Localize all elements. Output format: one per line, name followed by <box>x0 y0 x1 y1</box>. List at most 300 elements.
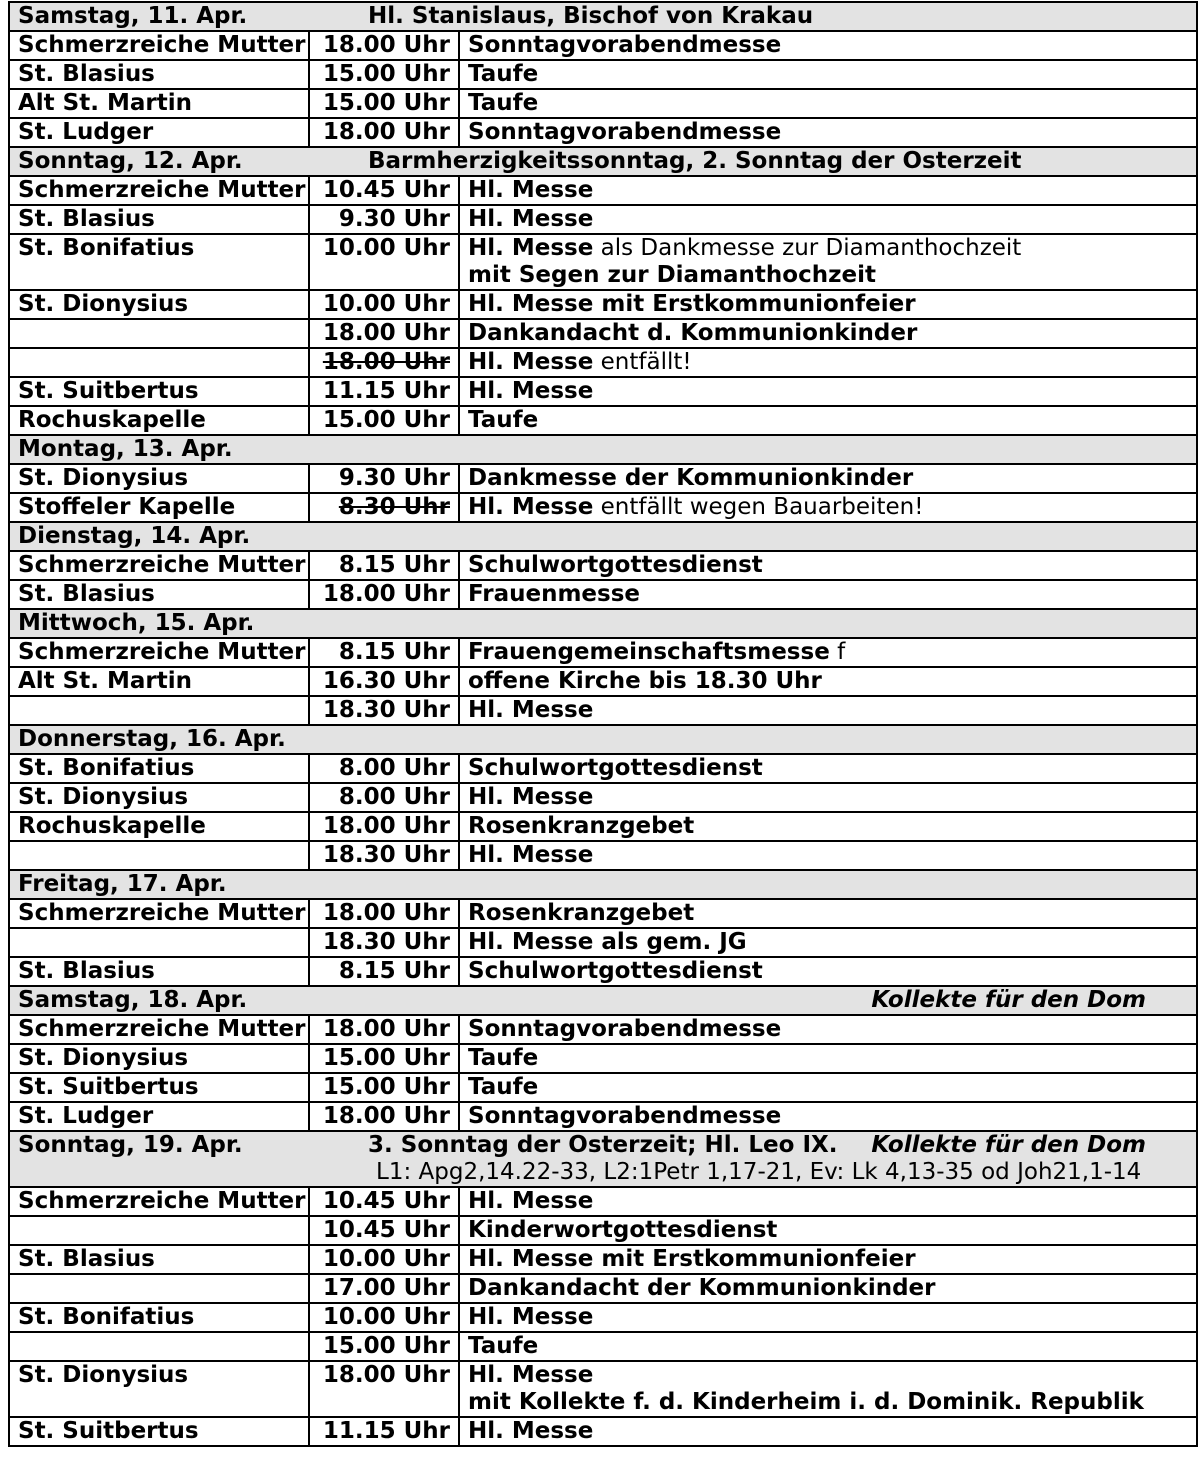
event-line <box>468 1304 1188 1331</box>
time-value: 10.45 Uhr <box>322 177 450 203</box>
event-cell <box>459 580 1197 609</box>
event-cell <box>459 1015 1197 1044</box>
place-name: Schmerzreiche Mutter <box>18 177 306 203</box>
time-cell <box>309 696 459 725</box>
time-value: 18.00 Uhr <box>322 900 450 926</box>
place-cell <box>9 1216 309 1245</box>
place-cell <box>9 841 309 870</box>
event-cell <box>459 89 1197 118</box>
event-cell <box>459 176 1197 205</box>
time-cell <box>309 1044 459 1073</box>
time-cell <box>309 1015 459 1044</box>
place-name: St. Suitbertus <box>18 1418 199 1444</box>
event-title: Hl. Messe <box>468 349 594 375</box>
event-cell <box>459 928 1197 957</box>
time-cell <box>309 1417 459 1446</box>
place-cell <box>9 754 309 783</box>
event-cell <box>459 31 1197 60</box>
time-cell <box>309 1245 459 1274</box>
event-line <box>468 958 1188 985</box>
event-line <box>468 668 1188 695</box>
place-cell <box>9 1361 309 1417</box>
schedule-row <box>9 783 1197 812</box>
place-cell <box>9 1073 309 1102</box>
place-cell <box>9 31 309 60</box>
schedule-row <box>9 580 1197 609</box>
time-cell <box>309 551 459 580</box>
day-header-row <box>9 609 1197 638</box>
time-cell <box>309 118 459 147</box>
event-cell <box>459 754 1197 783</box>
event-cell <box>459 234 1197 290</box>
place-name: St. Bonifatius <box>18 755 195 781</box>
schedule-row <box>9 1303 1197 1332</box>
event-note: f <box>837 639 846 665</box>
day-header-row <box>9 2 1197 31</box>
place-cell <box>9 493 309 522</box>
event-line <box>468 1217 1188 1244</box>
time-cell <box>309 1332 459 1361</box>
time-cell <box>309 783 459 812</box>
time-value: 15.00 Uhr <box>322 1074 450 1100</box>
event-cell <box>459 841 1197 870</box>
time-value: 18.00 Uhr <box>322 320 450 346</box>
schedule-row <box>9 89 1197 118</box>
time-value: 18.30 Uhr <box>322 697 450 723</box>
place-cell <box>9 957 309 986</box>
event-second-line: mit Segen zur Diamanthochzeit <box>468 262 876 288</box>
event-cell <box>459 1274 1197 1303</box>
place-cell <box>9 696 309 725</box>
day-date: Freitag, 17. Apr. <box>18 871 227 897</box>
day-date: Sonntag, 12. Apr. <box>18 148 243 174</box>
schedule-row <box>9 1361 1197 1417</box>
event-title: Kinderwortgottesdienst <box>468 1217 778 1243</box>
event-line <box>468 1016 1188 1043</box>
time-cell <box>309 1216 459 1245</box>
event-note: entfällt wegen Bauarbeiten! <box>600 494 924 520</box>
time-cell <box>309 667 459 696</box>
schedule-row <box>9 1216 1197 1245</box>
event-title: offene Kirche bis 18.30 Uhr <box>468 668 822 694</box>
place-name: Stoffeler Kapelle <box>18 494 236 520</box>
time-cell <box>309 1102 459 1131</box>
event-line <box>468 1103 1188 1130</box>
place-cell <box>9 348 309 377</box>
time-value: 10.00 Uhr <box>322 1246 450 1272</box>
event-line <box>468 1418 1188 1445</box>
event-line <box>468 32 1188 59</box>
place-name: Schmerzreiche Mutter <box>18 1188 306 1214</box>
place-cell <box>9 406 309 435</box>
event-line <box>468 206 1188 233</box>
event-title: Hl. Messe mit Erstkommunionfeier <box>468 1246 916 1272</box>
schedule-row <box>9 205 1197 234</box>
schedule-row <box>9 551 1197 580</box>
time-cell <box>309 464 459 493</box>
event-title: Taufe <box>468 407 539 433</box>
event-cell <box>459 1245 1197 1274</box>
event-line <box>468 291 1188 318</box>
event-cell <box>459 812 1197 841</box>
time-value: 10.45 Uhr <box>322 1217 450 1243</box>
place-name: St. Blasius <box>18 61 155 87</box>
event-line <box>468 494 1188 521</box>
event-cell <box>459 377 1197 406</box>
time-value: 18.00 Uhr <box>322 1362 450 1388</box>
event-title: Hl. Messe <box>468 1188 594 1214</box>
day-date: Sonntag, 19. Apr. <box>18 1132 243 1158</box>
event-cell <box>459 957 1197 986</box>
event-line <box>468 119 1188 146</box>
place-cell <box>9 290 309 319</box>
event-cell <box>459 1187 1197 1216</box>
schedule-row <box>9 957 1197 986</box>
event-line <box>468 1188 1188 1215</box>
time-cell <box>309 348 459 377</box>
place-name: Rochuskapelle <box>18 813 206 839</box>
event-title: Dankandacht der Kommunionkinder <box>468 1275 936 1301</box>
time-value: 16.30 Uhr <box>322 668 450 694</box>
place-cell <box>9 1417 309 1446</box>
event-cell <box>459 667 1197 696</box>
event-title: Taufe <box>468 1074 539 1100</box>
place-name: St. Suitbertus <box>18 378 199 404</box>
schedule-row <box>9 1073 1197 1102</box>
time-value: 17.00 Uhr <box>322 1275 450 1301</box>
schedule-row <box>9 812 1197 841</box>
place-name: Schmerzreiche Mutter <box>18 639 306 665</box>
schedule-row <box>9 638 1197 667</box>
schedule-row <box>9 696 1197 725</box>
place-name: St. Blasius <box>18 958 155 984</box>
schedule-row <box>9 118 1197 147</box>
event-line <box>468 900 1188 927</box>
collection-note: Kollekte für den Dom <box>871 987 1146 1013</box>
day-header <box>9 522 1197 551</box>
time-cell <box>309 1361 459 1417</box>
place-name: St. Blasius <box>18 581 155 607</box>
day-header <box>9 609 1197 638</box>
day-header <box>9 147 1197 176</box>
time-value: 8.30 Uhr <box>338 494 450 520</box>
day-header-row <box>9 522 1197 551</box>
event-title: Schulwortgottesdienst <box>468 552 763 578</box>
event-title: Taufe <box>468 61 539 87</box>
place-cell <box>9 899 309 928</box>
time-value: 18.00 Uhr <box>322 1016 450 1042</box>
event-title: Dankandacht d. Kommunionkinder <box>468 320 918 346</box>
time-value: 18.00 Uhr <box>322 581 450 607</box>
time-value: 18.00 Uhr <box>322 813 450 839</box>
time-value: 10.45 Uhr <box>322 1188 450 1214</box>
place-cell <box>9 1187 309 1216</box>
time-value: 18.30 Uhr <box>322 929 450 955</box>
schedule-row <box>9 1274 1197 1303</box>
place-name: St. Ludger <box>18 119 154 145</box>
day-header <box>9 725 1197 754</box>
event-cell <box>459 348 1197 377</box>
time-value: 10.00 Uhr <box>322 235 450 261</box>
schedule-row <box>9 176 1197 205</box>
event-line <box>468 1362 1188 1389</box>
place-cell <box>9 1015 309 1044</box>
time-cell <box>309 319 459 348</box>
time-cell <box>309 928 459 957</box>
place-cell <box>9 1044 309 1073</box>
time-value: 18.00 Uhr <box>322 1103 450 1129</box>
event-title: Rosenkranzgebet <box>468 900 695 926</box>
schedule-row <box>9 406 1197 435</box>
event-title: Dankmesse der Kommunionkinder <box>468 465 914 491</box>
event-line <box>468 552 1188 579</box>
event-title: Taufe <box>468 1045 539 1071</box>
day-header-row <box>9 147 1197 176</box>
place-name: St. Dionysius <box>18 1045 189 1071</box>
place-cell <box>9 319 309 348</box>
time-cell <box>309 406 459 435</box>
event-cell <box>459 205 1197 234</box>
time-value: 8.15 Uhr <box>338 552 450 578</box>
event-line <box>468 235 1188 262</box>
schedule-row <box>9 1015 1197 1044</box>
time-cell <box>309 957 459 986</box>
day-feast: Barmherzigkeitssonntag, 2. Sonntag der Osterzeit <box>368 148 1022 174</box>
day-header <box>9 1131 1197 1187</box>
event-title: Hl. Messe <box>468 697 594 723</box>
event-title: Schulwortgottesdienst <box>468 755 763 781</box>
event-cell <box>459 1216 1197 1245</box>
event-cell <box>459 319 1197 348</box>
schedule-body <box>9 2 1197 1446</box>
day-header-row <box>9 435 1197 464</box>
time-cell <box>309 290 459 319</box>
event-line <box>468 639 1188 666</box>
event-line <box>468 90 1188 117</box>
day-header-row <box>9 870 1197 899</box>
schedule-row <box>9 1332 1197 1361</box>
day-header <box>9 435 1197 464</box>
event-title: Sonntagvorabendmesse <box>468 1103 782 1129</box>
time-cell <box>309 176 459 205</box>
event-second-line: mit Kollekte f. d. Kinderheim i. d. Dominik. Republik <box>468 1389 1144 1415</box>
place-cell <box>9 464 309 493</box>
schedule-row <box>9 1102 1197 1131</box>
time-value: 15.00 Uhr <box>322 90 450 116</box>
readings: L1: Apg2,14.22-33, L2:1Petr 1,17-21, Ev: Lk 4,13-35 od Joh21,1-14 <box>376 1159 1142 1185</box>
place-name: Schmerzreiche Mutter <box>18 32 306 58</box>
place-name: St. Dionysius <box>18 1362 189 1388</box>
time-value: 8.00 Uhr <box>338 784 450 810</box>
schedule-row <box>9 31 1197 60</box>
place-cell <box>9 1332 309 1361</box>
place-name: Rochuskapelle <box>18 407 206 433</box>
event-cell <box>459 406 1197 435</box>
day-date: Mittwoch, 15. Apr. <box>18 610 255 636</box>
day-date: Samstag, 11. Apr. <box>18 3 248 29</box>
event-cell <box>459 493 1197 522</box>
event-cell <box>459 464 1197 493</box>
schedule-table <box>8 1 1198 1447</box>
schedule-row <box>9 464 1197 493</box>
event-line <box>468 378 1188 405</box>
time-value: 9.30 Uhr <box>338 465 450 491</box>
event-title: Hl. Messe <box>468 842 594 868</box>
event-title: Frauenmesse <box>468 581 640 607</box>
time-cell <box>309 754 459 783</box>
event-title: Hl. Messe <box>468 206 594 232</box>
event-cell <box>459 290 1197 319</box>
event-title: Sonntagvorabendmesse <box>468 119 782 145</box>
event-title: Hl. Messe <box>468 1418 594 1444</box>
event-cell <box>459 1073 1197 1102</box>
place-cell <box>9 1102 309 1131</box>
event-line <box>468 177 1188 204</box>
time-value: 18.00 Uhr <box>322 349 450 375</box>
place-cell <box>9 812 309 841</box>
place-cell <box>9 89 309 118</box>
time-value: 8.15 Uhr <box>338 639 450 665</box>
time-value: 18.30 Uhr <box>322 842 450 868</box>
schedule-row <box>9 60 1197 89</box>
event-title: Hl. Messe <box>468 235 594 261</box>
event-title: Rosenkranzgebet <box>468 813 695 839</box>
day-header-row <box>9 725 1197 754</box>
schedule-row <box>9 1245 1197 1274</box>
event-cell <box>459 1332 1197 1361</box>
place-name: St. Bonifatius <box>18 1304 195 1330</box>
event-line <box>468 349 1188 376</box>
place-name: Alt St. Martin <box>18 668 192 694</box>
event-line <box>468 929 1188 956</box>
time-cell <box>309 1073 459 1102</box>
time-value: 18.00 Uhr <box>322 119 450 145</box>
event-line <box>468 813 1188 840</box>
place-cell <box>9 783 309 812</box>
event-line <box>468 465 1188 492</box>
event-line <box>468 697 1188 724</box>
place-cell <box>9 580 309 609</box>
place-name: St. Suitbertus <box>18 1074 199 1100</box>
place-cell <box>9 377 309 406</box>
time-value: 11.15 Uhr <box>322 1418 450 1444</box>
place-name: St. Dionysius <box>18 465 189 491</box>
schedule-row <box>9 493 1197 522</box>
schedule-row <box>9 899 1197 928</box>
event-note: als Dankmesse zur Diamanthochzeit <box>600 235 1022 261</box>
collection-note: Kollekte für den Dom <box>871 1132 1146 1158</box>
event-title: Taufe <box>468 1333 539 1359</box>
event-cell <box>459 899 1197 928</box>
event-title: Hl. Messe <box>468 1362 594 1388</box>
event-cell <box>459 60 1197 89</box>
time-value: 11.15 Uhr <box>322 378 450 404</box>
day-header <box>9 2 1197 31</box>
event-cell <box>459 1361 1197 1417</box>
schedule-row <box>9 1187 1197 1216</box>
schedule-row <box>9 754 1197 783</box>
time-value: 10.00 Uhr <box>322 1304 450 1330</box>
place-cell <box>9 928 309 957</box>
day-header <box>9 986 1197 1015</box>
event-line <box>468 61 1188 88</box>
event-cell <box>459 1102 1197 1131</box>
place-name: Alt St. Martin <box>18 90 192 116</box>
place-cell <box>9 205 309 234</box>
schedule-row <box>9 841 1197 870</box>
time-cell <box>309 205 459 234</box>
event-line <box>468 784 1188 811</box>
event-title: Hl. Messe als gem. JG <box>468 929 747 955</box>
time-value: 15.00 Uhr <box>322 1045 450 1071</box>
event-line <box>468 407 1188 434</box>
place-name: Schmerzreiche Mutter <box>18 552 306 578</box>
event-title: Hl. Messe <box>468 177 594 203</box>
time-cell <box>309 234 459 290</box>
event-cell <box>459 1417 1197 1446</box>
place-cell <box>9 638 309 667</box>
place-name: St. Bonifatius <box>18 235 195 261</box>
time-cell <box>309 1187 459 1216</box>
schedule-row <box>9 319 1197 348</box>
event-title: Taufe <box>468 90 539 116</box>
event-cell <box>459 1303 1197 1332</box>
time-cell <box>309 493 459 522</box>
time-value: 18.00 Uhr <box>322 32 450 58</box>
time-value: 10.00 Uhr <box>322 291 450 317</box>
event-title: Hl. Messe <box>468 378 594 404</box>
time-value: 8.15 Uhr <box>338 958 450 984</box>
place-name: St. Blasius <box>18 206 155 232</box>
place-name: Schmerzreiche Mutter <box>18 1016 306 1042</box>
schedule-row <box>9 290 1197 319</box>
place-cell <box>9 234 309 290</box>
place-cell <box>9 118 309 147</box>
time-cell <box>309 638 459 667</box>
schedule-row <box>9 348 1197 377</box>
event-line <box>468 842 1188 869</box>
time-value: 8.00 Uhr <box>338 755 450 781</box>
time-value: 15.00 Uhr <box>322 407 450 433</box>
day-feast: 3. Sonntag der Osterzeit; Hl. Leo IX. <box>368 1132 838 1158</box>
event-title: Hl. Messe <box>468 494 594 520</box>
time-cell <box>309 812 459 841</box>
event-line <box>468 1045 1188 1072</box>
event-title: Sonntagvorabendmesse <box>468 32 782 58</box>
event-note: entfällt! <box>600 349 692 375</box>
time-cell <box>309 580 459 609</box>
event-title: Hl. Messe mit Erstkommunionfeier <box>468 291 916 317</box>
event-line <box>468 1275 1188 1302</box>
event-cell <box>459 638 1197 667</box>
time-cell <box>309 60 459 89</box>
time-value: 15.00 Uhr <box>322 1333 450 1359</box>
event-title: Hl. Messe <box>468 784 594 810</box>
event-title: Sonntagvorabendmesse <box>468 1016 782 1042</box>
time-value: 15.00 Uhr <box>322 61 450 87</box>
day-header-row <box>9 986 1197 1015</box>
event-line <box>468 1333 1188 1360</box>
schedule-row <box>9 1044 1197 1073</box>
place-name: St. Blasius <box>18 1246 155 1272</box>
schedule-row <box>9 667 1197 696</box>
time-cell <box>309 377 459 406</box>
schedule-row <box>9 1417 1197 1446</box>
place-name: St. Dionysius <box>18 291 189 317</box>
event-cell <box>459 1044 1197 1073</box>
time-cell <box>309 31 459 60</box>
day-feast: Hl. Stanislaus, Bischof von Krakau <box>368 3 814 29</box>
